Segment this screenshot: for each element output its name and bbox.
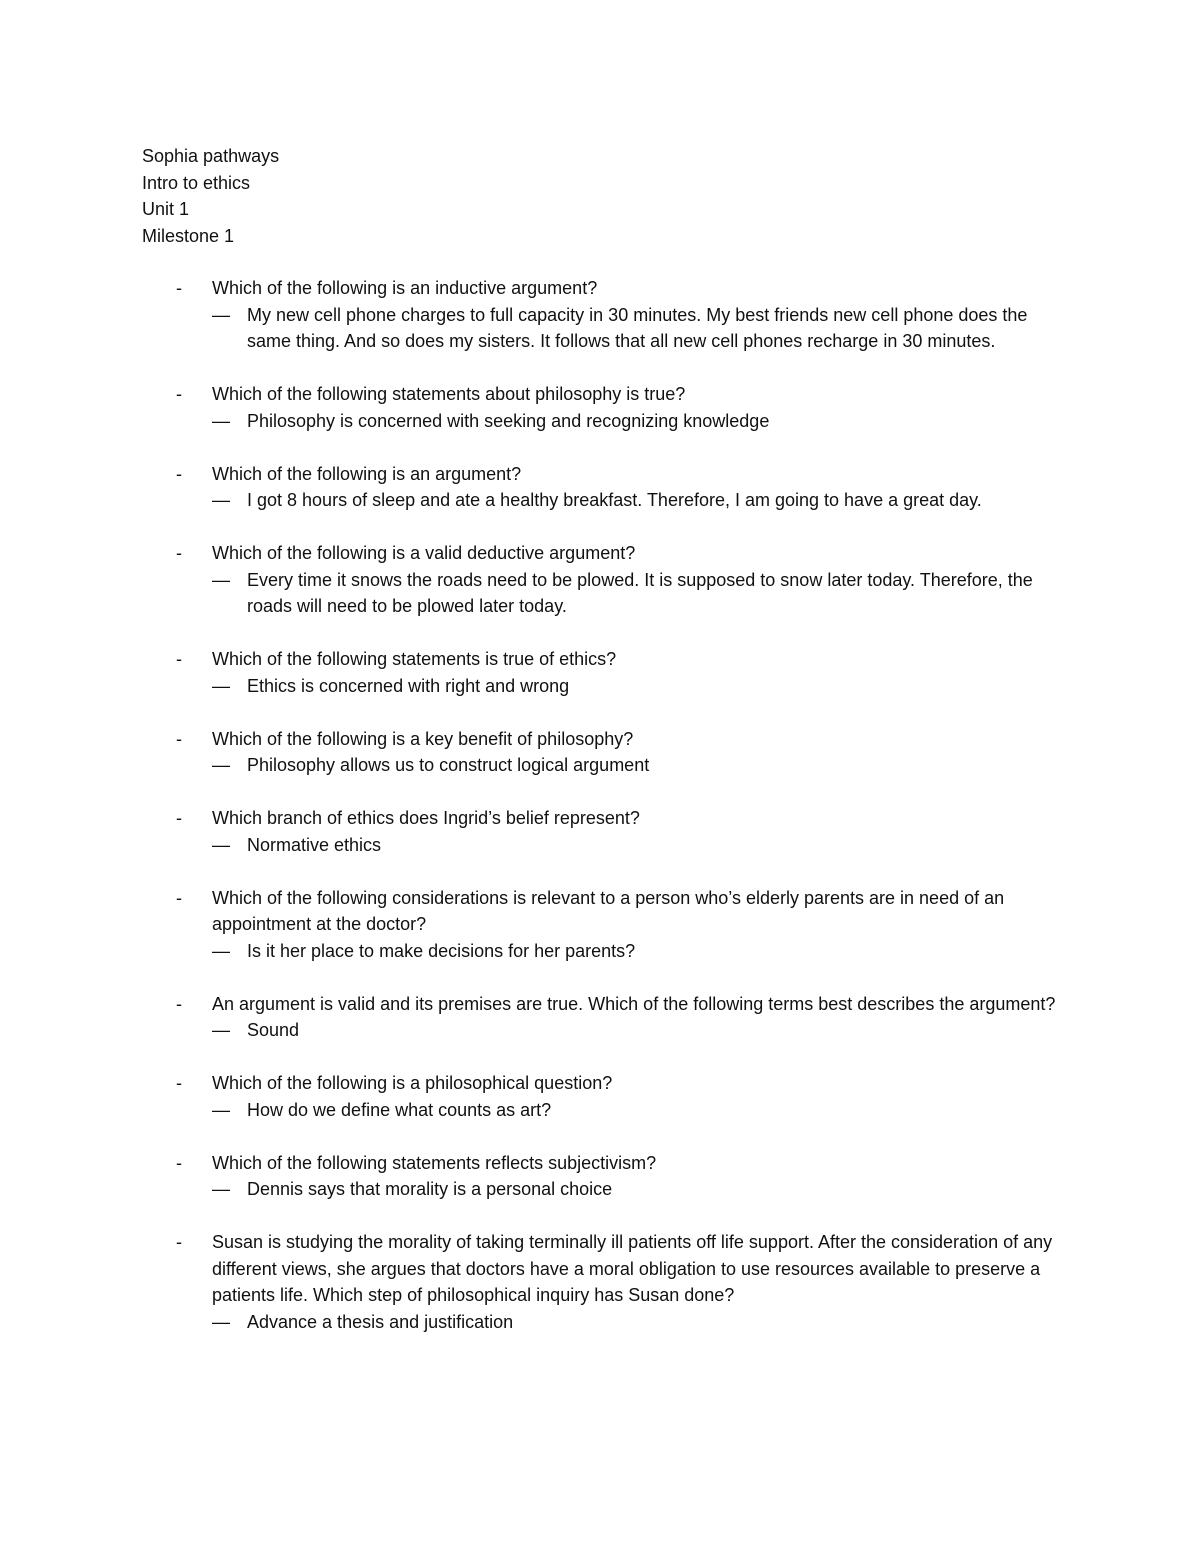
question-bullet: - [176,728,182,749]
answer-bullet: — [212,1020,230,1040]
answer-text: Normative ethics [247,834,382,855]
answer-bullet: — [212,1179,230,1199]
question-item [0,1070,1200,1123]
answer-item [0,302,1200,355]
answer-item [0,1017,1200,1044]
question-item [0,1229,1200,1335]
question-bullet: - [176,543,182,563]
answer-bullet: — [212,410,230,431]
question-bullet: - [176,384,182,404]
question-item [0,991,1200,1044]
milestone-label: Milestone 1 [142,225,235,246]
question-text: Which of the following is an argument? [212,463,522,484]
answer-bullet: — [212,1099,230,1120]
answer-item [0,832,1200,859]
question-bullet: - [176,993,182,1014]
answer-bullet: — [212,755,230,775]
question-bullet: - [176,1152,182,1173]
question-item [0,540,1200,620]
question-item [0,461,1200,514]
answer-item [0,673,1200,700]
question-text: Which of the following is a philosophical question? [212,1073,613,1093]
answer-item [0,1097,1200,1124]
question-text: Which of the following statements about philosophy is true? [212,384,686,404]
question-item [0,275,1200,355]
answer-item [0,487,1200,514]
answer-text: Sound [247,1020,300,1040]
question-text: Which of the following is an inductive argument? [212,278,598,298]
question-text: Which of the following is a key benefit of philosophy? [212,728,634,749]
question-bullet: - [176,1073,182,1093]
answer-bullet: — [212,940,230,961]
question-text: Which of the following considerations is relevant to a person who’s elderly parents are in need of an appointment at the doctor? [212,887,1005,934]
answer-text: My new cell phone charges to full capacity in 30 minutes. My best friends new cell phone does the same thing. And so does my sisters. It follows that all new cell phones recharge in 30 minutes. [247,304,1028,351]
question-text: Susan is studying the morality of taking terminally ill patients off life support. After the consideration of any different views, she argues that doctors have a moral obligation to use resources available to preserve a patients life. Which step of philosophical inquiry has Susan done? [212,1232,1053,1305]
answer-text: Philosophy is concerned with seeking and recognizing knowledge [247,410,770,431]
question-item [0,646,1200,699]
answer-item [0,567,1200,620]
answer-bullet: — [212,490,230,510]
question-bullet: - [176,1232,182,1252]
unit-label: Unit 1 [142,199,190,219]
question-item [0,1150,1200,1203]
answer-text: Advance a thesis and justification [247,1311,514,1332]
question-text: Which of the following statements reflects subjectivism? [212,1152,657,1173]
question-bullet: - [176,649,182,669]
answer-text: Dennis says that morality is a personal choice [247,1179,613,1199]
question-bullet: - [176,278,182,298]
question-item [0,726,1200,779]
question-item [0,805,1200,858]
question-item [0,885,1200,965]
document-header [142,143,279,249]
question-bullet: - [176,463,182,484]
answer-item [0,1309,1200,1336]
answer-text: Philosophy allows us to construct logical argument [247,755,650,775]
course-provider: Sophia pathways [142,146,280,166]
question-text: An argument is valid and its premises are true. Which of the following terms best describes the argument? [212,993,1056,1014]
question-bullet: - [176,887,182,908]
answer-text: Every time it snows the roads need to be plowed. It is supposed to snow later today. Therefore, the roads will need to be plowed later today. [247,569,1033,616]
question-text: Which branch of ethics does Ingrid’s belief represent? [212,808,640,828]
answer-item [0,1176,1200,1203]
course-title: Intro to ethics [142,172,251,193]
answer-text: How do we define what counts as art? [247,1099,552,1120]
answer-bullet: — [212,675,230,696]
answer-bullet: — [212,834,230,855]
question-bullet: - [176,808,182,828]
answer-text: I got 8 hours of sleep and ate a healthy breakfast. Therefore, I am going to have a great day. [247,490,982,510]
question-item [0,381,1200,434]
question-text: Which of the following statements is true of ethics? [212,649,617,669]
answer-bullet: — [212,569,230,590]
answer-item [0,938,1200,965]
answer-item [0,408,1200,435]
answer-text: Is it her place to make decisions for her parents? [247,940,636,961]
answer-item [0,752,1200,779]
answer-text: Ethics is concerned with right and wrong [247,675,570,696]
question-text: Which of the following is a valid deductive argument? [212,543,636,563]
answer-bullet: — [212,1311,230,1332]
question-list [0,275,1200,1362]
answer-bullet: — [212,304,230,325]
